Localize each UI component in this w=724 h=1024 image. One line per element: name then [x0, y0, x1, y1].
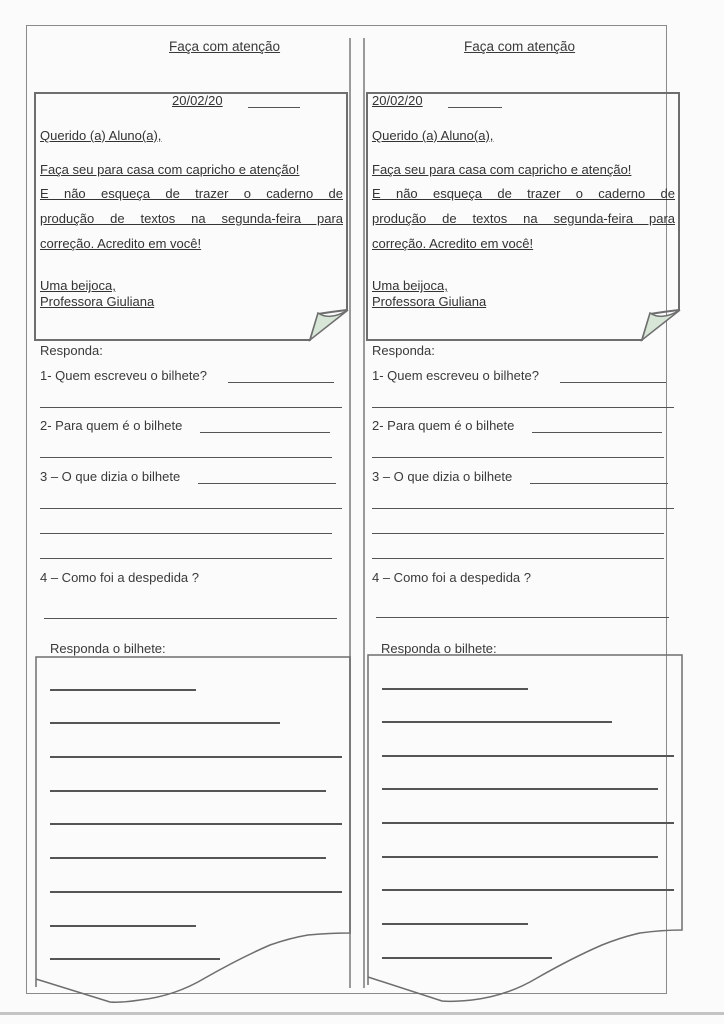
note-greeting: Querido (a) Aluno(a),: [40, 128, 162, 143]
note-line-3: produção de textos na segunda-feira para: [40, 211, 343, 226]
reply-line-6[interactable]: [382, 856, 658, 858]
worksheet-title: Faça com atenção: [169, 39, 281, 54]
reply-line-1[interactable]: [50, 689, 196, 691]
reply-line-1[interactable]: [382, 688, 528, 690]
reply-line-2[interactable]: [50, 722, 280, 724]
note-line-1: Faça seu para casa com capricho e atenção!: [372, 162, 632, 177]
question-2: 2- Para quem é o bilhete: [372, 418, 515, 433]
question-1: 1- Quem escreveu o bilhete?: [40, 368, 207, 383]
worksheet-title: Faça com atenção: [464, 39, 576, 54]
question-4: 4 – Como foi a despedida ?: [372, 570, 531, 585]
question-3: 3 – O que dizia o bilhete: [372, 469, 513, 484]
question-3: 3 – O que dizia o bilhete: [40, 469, 181, 484]
question-1: 1- Quem escreveu o bilhete?: [372, 368, 539, 383]
note-line-2: E não esqueça de trazer o caderno de: [372, 186, 675, 201]
note-signature: Professora Giuliana: [40, 294, 155, 309]
reply-line-7[interactable]: [50, 891, 342, 893]
note-greeting: Querido (a) Aluno(a),: [372, 128, 494, 143]
reply-line-9[interactable]: [50, 958, 220, 960]
reply-line-4[interactable]: [50, 790, 326, 792]
reply-line-4[interactable]: [382, 788, 658, 790]
reply-line-9[interactable]: [382, 957, 552, 959]
section-label-responda: Responda:: [372, 343, 435, 358]
question-4: 4 – Como foi a despedida ?: [40, 570, 199, 585]
reply-paper-outline: [332, 0, 694, 1024]
reply-line-6[interactable]: [50, 857, 326, 859]
note-date: 20/02/20: [172, 93, 223, 108]
reply-label: Responda o bilhete:: [50, 641, 166, 656]
reply-line-7[interactable]: [382, 889, 674, 891]
note-line-4: correção. Acredito em você!: [40, 236, 202, 251]
question-2: 2- Para quem é o bilhete: [40, 418, 183, 433]
note-date: 20/02/20: [372, 93, 423, 108]
reply-line-3[interactable]: [382, 755, 674, 757]
reply-label: Responda o bilhete:: [381, 641, 497, 656]
worksheet-column-right: [332, 0, 694, 1024]
note-signature: Professora Giuliana: [372, 294, 487, 309]
section-label-responda: Responda:: [40, 343, 103, 358]
reply-line-8[interactable]: [50, 925, 196, 927]
reply-line-2[interactable]: [382, 721, 612, 723]
reply-line-3[interactable]: [50, 756, 342, 758]
note-closing: Uma beijoca,: [372, 278, 448, 293]
reply-line-8[interactable]: [382, 923, 528, 925]
note-line-4: correção. Acredito em você!: [372, 236, 534, 251]
reply-line-5[interactable]: [50, 823, 342, 825]
note-line-3: produção de textos na segunda-feira para: [372, 211, 675, 226]
note-line-1: Faça seu para casa com capricho e atenção!: [40, 162, 300, 177]
reply-line-5[interactable]: [382, 822, 674, 824]
note-closing: Uma beijoca,: [40, 278, 116, 293]
note-line-2: E não esqueça de trazer o caderno de: [40, 186, 343, 201]
